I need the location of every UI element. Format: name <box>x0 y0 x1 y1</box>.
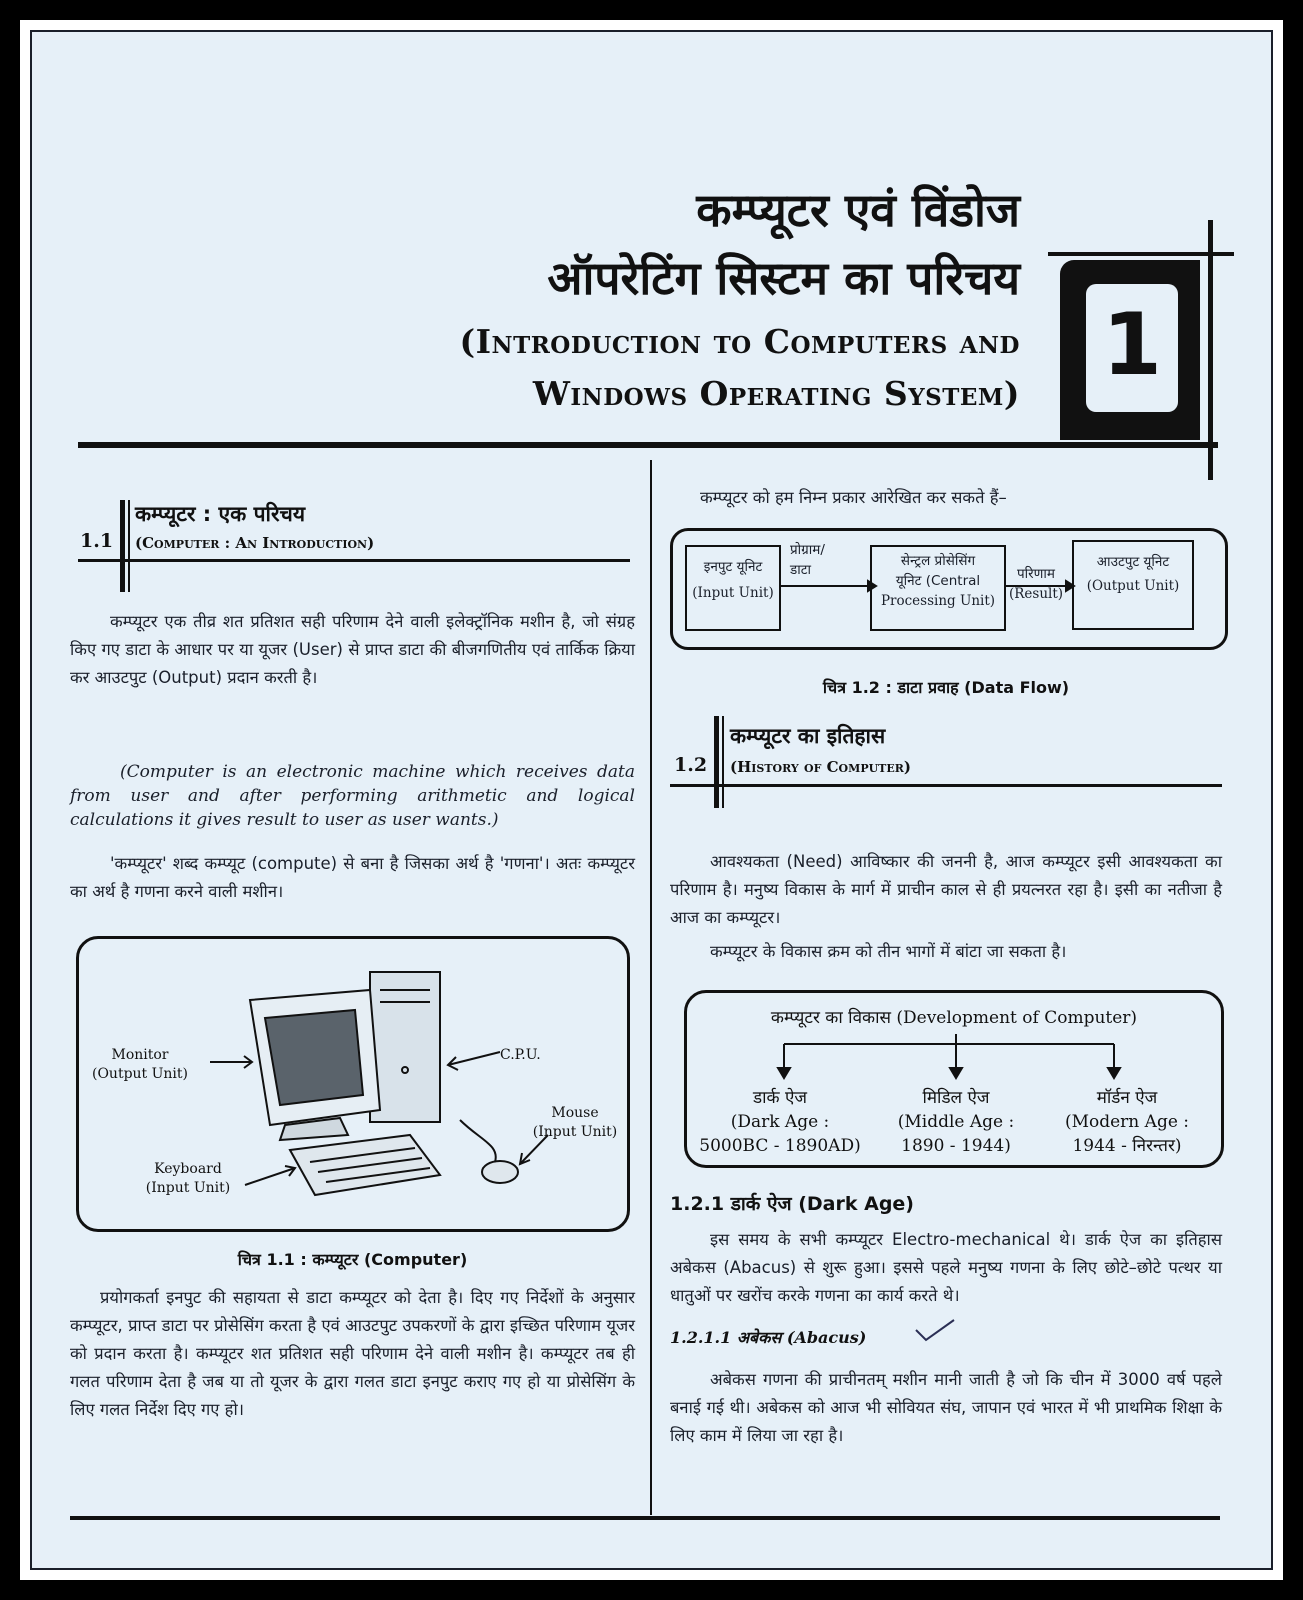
modern-age-range: 1944 - निरन्तर) <box>1072 1136 1182 1156</box>
result-label-english: (Result) <box>1008 586 1064 602</box>
chapter-title-hindi-line2: ऑपरेटिंग सिस्टम का परिचय <box>547 251 1020 305</box>
modern-age-block <box>1042 1086 1212 1158</box>
mouse-icon <box>482 1161 518 1183</box>
data-flow-arrows <box>670 528 1222 644</box>
cpu-unit-hindi-1: सेन्ट्रल प्रोसेसिंग <box>900 553 976 569</box>
section-1-1-rule <box>78 559 630 562</box>
program-data-label-2: डाटा <box>790 562 812 578</box>
monitor-sublabel: (Output Unit) <box>91 1066 189 1082</box>
output-unit-hindi: आउटपुट यूनिट <box>1096 554 1170 570</box>
section-1-2-1-paragraph: इस समय के सभी कम्प्यूटर Electro-mechanical थे। डार्क ऐज का इतिहास अबेकस (Abacus) से शुरू हुआ। इससे पहले मनुष्य गणना के लिए छोटे–छोटे पत्थर या धातुओं पर खरोंच करके गणना का कार्य करते थे। <box>670 1230 1222 1305</box>
section-1-2-title-hindi: कम्प्यूटर का इतिहास <box>730 724 886 748</box>
monitor-label: Monitor <box>111 1047 169 1063</box>
chapter-title-hindi-line1: कम्प्यूटर एवं विंडोज <box>696 183 1020 237</box>
section-1-2-1-1-paragraph: अबेकस गणना की प्राचीनतम् मशीन मानी जाती है जो कि चीन में 3000 वर्ष पहले बनाई गई थी। अबेकस को आज भी सोवियत संघ, जापान एवं भारत में भी प्राथमिक शिक्षा के लिए काम में लिया जा रहा है। <box>670 1370 1222 1445</box>
section-1-1-number: 1.1 <box>80 530 114 552</box>
chapter-title-english-line2: Windows Operating System) <box>532 374 1020 413</box>
title-divider <box>78 442 1218 448</box>
development-arrows <box>684 1030 1224 1082</box>
middle-age-english: (Middle Age : <box>897 1112 1015 1132</box>
dark-age-english: (Dark Age : <box>730 1112 830 1132</box>
section-1-1-title-hindi: कम्प्यूटर : एक परिचय <box>135 502 306 526</box>
dark-age-block <box>690 1086 870 1158</box>
keyboard-arrow <box>245 1168 295 1185</box>
section-1-2-1-1-heading: 1.2.1.1 अबेकस (Abacus) <box>670 1328 867 1347</box>
input-unit-hindi: इनपुट यूनिट <box>703 559 763 575</box>
page <box>20 20 1283 1580</box>
section-1-2-paragraph-1: आवश्यकता (Need) आविष्कार की जननी है, आज कम्प्यूटर इसी आवश्यकता का परिणाम है। मनुष्य विकास के मार्ग में प्राचीन काल से ही प्रयत्नरत रहा है। इसी का नतीजा है आज का कम्प्यूटर। <box>670 852 1222 927</box>
section-1-1-paragraph-2: 'कम्प्यूटर' शब्द कम्प्यूट (compute) से बना है जिसका अर्थ है 'गणना'। अतः कम्प्यूटर का अर्थ है गणना करने वाली मशीन। <box>70 854 635 901</box>
modern-age-hindi: मॉर्डन ऐज <box>1096 1088 1158 1108</box>
output-unit-english: (Output Unit) <box>1086 578 1180 594</box>
section-1-2-paragraph-2: कम्प्यूटर के विकास क्रम को तीन भागों में बांटा जा सकता है। <box>710 942 1067 961</box>
input-unit-english: (Input Unit) <box>692 585 774 601</box>
program-data-label-1: प्रोग्राम/ <box>790 542 825 558</box>
section-1-2-number: 1.2 <box>674 754 708 776</box>
tick-mark-icon <box>910 1316 960 1346</box>
cpu-unit-hindi-2: यूनिट (Central <box>895 573 981 589</box>
dark-age-range: 5000BC - 1890AD) <box>699 1136 861 1156</box>
section-1-2-bar <box>714 716 719 808</box>
section-1-1-paragraph-1: कम्प्यूटर एक तीव्र शत प्रतिशत सही परिणाम देने वाली इलेक्ट्रॉनिक मशीन है, जो संग्रह किए गए डाटा के आधार पर या यूजर (User) से प्राप्त डाटा की बीजगणितीय एवं तार्किक क्रिया कर आउटपुट (Output) प्रदान करती है। <box>70 612 635 687</box>
figure-1-2-caption: चित्र 1.2 : डाटा प्रवाह (Data Flow) <box>822 678 1070 697</box>
mouse-label: Mouse <box>551 1105 599 1121</box>
chapter-title-english-line1: (Introduction to Computers and <box>459 322 1020 361</box>
middle-age-range: 1890 - 1944) <box>901 1136 1011 1156</box>
emblem-vertical-rule <box>1208 220 1213 480</box>
section-1-2-rule <box>670 784 1222 787</box>
section-1-2-title-english: (History of Computer) <box>730 758 911 776</box>
middle-age-hindi: मिडिल ऐज <box>922 1088 990 1108</box>
chapter-number: 1 <box>1102 295 1162 395</box>
emblem-horizontal-rule <box>1048 252 1234 256</box>
keyboard-label: Keyboard <box>154 1161 222 1177</box>
cpu-label: C.P.U. <box>500 1047 541 1063</box>
section-1-1-bar <box>120 500 125 592</box>
figure-1-1-caption: चित्र 1.1 : कम्प्यूटर (Computer) <box>237 1250 468 1269</box>
keyboard-sublabel: (Input Unit) <box>145 1180 231 1196</box>
development-title: कम्प्यूटर का विकास (Development of Computer) <box>770 1008 1138 1028</box>
data-flow-intro: कम्प्यूटर को हम निम्न प्रकार आरेखित कर सकते हैं– <box>700 488 1007 507</box>
section-1-2-1-heading: 1.2.1 डार्क ऐज (Dark Age) <box>670 1193 914 1215</box>
section-1-2-bar-thin <box>722 716 724 808</box>
dark-age-hindi: डार्क ऐज <box>753 1088 807 1108</box>
section-1-1-title-english: (Computer : An Introduction) <box>135 534 375 552</box>
section-1-1-paragraph-english: (Computer is an electronic machine which receives data from user and after performing arithmetic and logical calculations it gives result to user as user wants.) <box>70 762 635 830</box>
middle-age-block <box>876 1086 1036 1158</box>
cpu-unit-english: Processing Unit) <box>880 593 996 609</box>
cpu-tower-icon <box>370 972 440 1122</box>
section-1-1-paragraph-3: प्रयोगकर्ता इनपुट की सहायता से डाटा कम्प्यूटर को देता है। दिए गए निर्देशों के अनुसार कम्प्यूटर, प्राप्त डाटा पर प्रोसेसिंग करता है एवं आउटपुट उपकरणों के द्वारा इच्छित परिणाम यूजर को प्रदान करता है। कम्प्यूटर शत प्रतिशत सही परिणाम देने वाली मशीन है। कम्प्यूटर तब ही गलत परिणाम देता है जब या तो यूजर के द्वारा गलत डाटा इनपुट कराए गए हो या प्रोसेसिंग के लिए गलत निर्देश दिए गए हो। <box>70 1288 635 1419</box>
result-label-hindi: परिणाम <box>1016 566 1056 582</box>
column-divider <box>650 460 652 1515</box>
bottom-rule <box>70 1516 1220 1520</box>
modern-age-english: (Modern Age : <box>1064 1112 1190 1132</box>
section-1-1-bar-thin <box>128 500 130 592</box>
book-page <box>30 30 1273 1570</box>
mouse-sublabel: (Input Unit) <box>532 1124 618 1140</box>
